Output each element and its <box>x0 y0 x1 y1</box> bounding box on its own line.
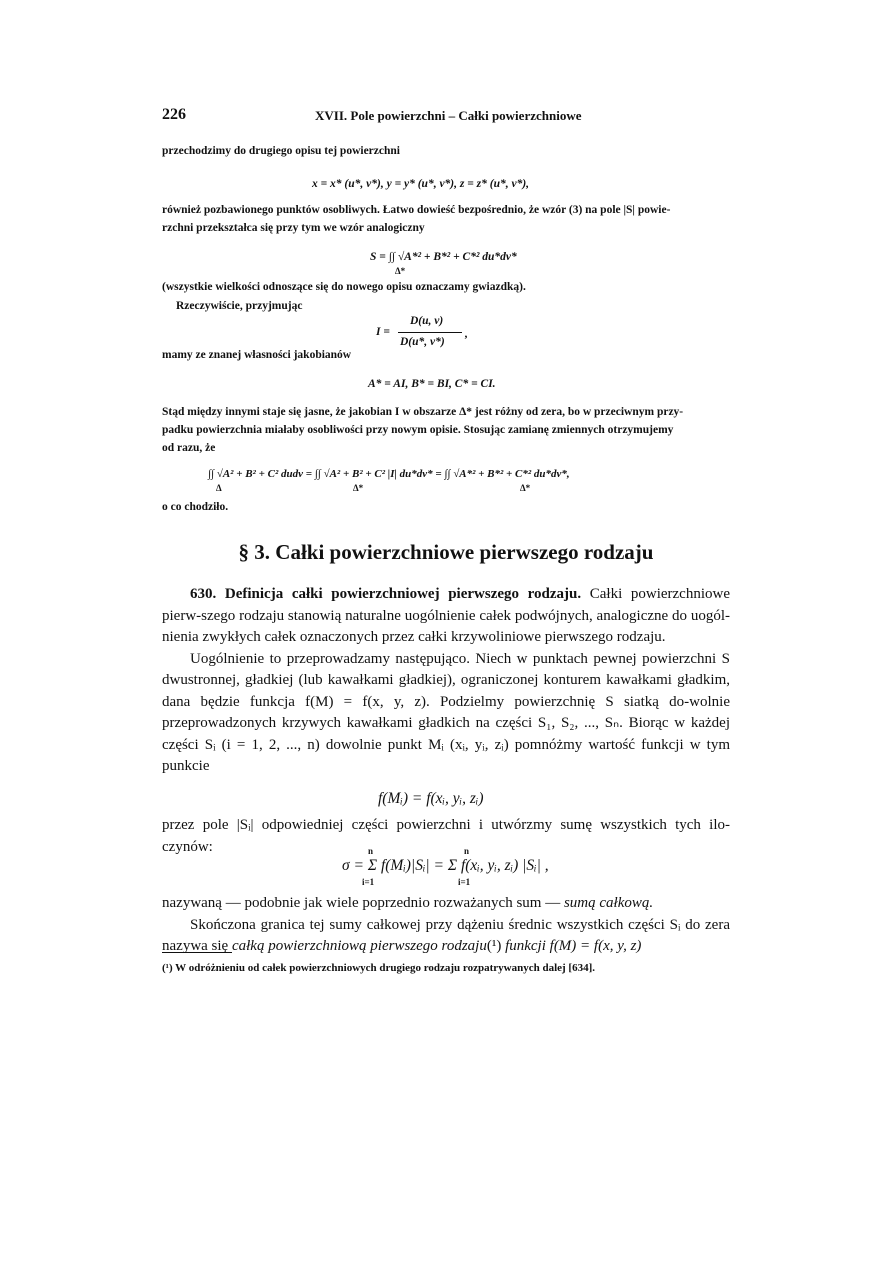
equation-jacobian-left: I = <box>376 326 390 338</box>
equation-area-star-domain: Δ* <box>395 266 406 276</box>
paragraph-conclusion-line3: od razu, że <box>162 442 216 454</box>
surface-integral-term: całką powierzchniową pierwszego rodzaju <box>231 938 487 954</box>
paragraph-jacobian-property: mamy ze znanej własności jakobianów <box>162 349 352 361</box>
paragraph-formula-line1: również pozbawionego punktów osobliwych. Łatwo dowieść bezpośrednio, że wzór (3) na pole |S| powie- <box>162 204 671 216</box>
footnote-marker: (¹) <box>486 938 502 954</box>
equation-domain-2: Δ* <box>353 483 364 493</box>
running-title: XVII. Pole powierzchni – Całki powierzchniowe <box>315 108 582 123</box>
paragraph-conclusion-line2: padku powierzchnia miałaby osobliwości przy nowym opisie. Stosując zamianę zmiennych otrzymujemy <box>162 424 674 436</box>
sum-lower-limit-2: i=1 <box>458 877 471 887</box>
equation-new-description: x = x* (u*, v*), y = y* (u*, v*), z = z* (u*, v*), <box>312 178 530 190</box>
generalization-paragraph: Uogólnienie to przeprowadzamy następująco. Niech w punktach pewnej powierzchni S dwustronnej, gładkiej (lub kawałkami gładkiej), ograniczonej konturem kawałkami gładkim, dana będzie funkcja f(M) = f(x, y, z). Podzielmy powierzchnię S siatką do-wolnie przeprowadzonych krzywych kawałkami gładkich na części S₁, S₂, ..., Sₙ. Biorąc w każdej części Sᵢ (i = 1, 2, ..., n) dowolnie punkt Mᵢ (xᵢ, yᵢ, zᵢ) pomnóżmy wartość funkcji w tym punkcie <box>162 650 730 774</box>
limit-text: Skończona granica tej sumy całkowej przy dążeniu średnic wszystkich części Sᵢ do zera nazywa się <box>162 916 730 954</box>
definition-text: Całki powierzchniowe pierw-szego rodzaju stanowią naturalne uogólnienie całek podwójnych, analogiczne do uogól-nienia zwykłych całek oznaczonych przez całki krzywoliniowe pierwszego rodzaju. <box>162 586 730 645</box>
equation-star-coefficients: A* = AI, B* = BI, C* = CI. <box>368 378 496 390</box>
paragraph-star-note: (wszystkie wielkości odnoszące się do nowego opisu oznaczamy gwiazdką). <box>162 281 526 293</box>
integral-sum-text: nazywaną — podobnie jak wiele poprzednio rozważanych sum — <box>162 895 564 911</box>
paragraph-formula-line2: rzchni przekształca się przy tym we wzór analogiczny <box>162 222 425 234</box>
equation-integral-sum: σ = Σ f(Mᵢ)|Sᵢ| = Σ f(xᵢ, yᵢ, zᵢ) |Sᵢ| , <box>342 857 549 874</box>
paragraph-conclusion-line1: Stąd między innymi staje się jasne, że jakobian I w obszarze Δ* jest różny od zera, bo w przeciwnym przy- <box>162 406 684 418</box>
sum-lower-limit-1: i=1 <box>362 877 375 887</box>
body-product-paragraph: przez pole |Sᵢ| odpowiedniej części powierzchni i utwórzmy sumę wszystkich tych ilo-czynów: <box>162 817 730 855</box>
sum-upper-limit-2: n <box>464 846 470 856</box>
body-definition <box>162 584 730 778</box>
sum-upper-limit-1: n <box>368 846 374 856</box>
equation-change-of-variables: ∫∫ √A² + B² + C² dudv = ∫∫ √A² + B² + C² |I| du*dv* = ∫∫ √A*² + B*² + C*² du*dv*, <box>208 468 570 480</box>
equation-jacobian-numerator: D(u, v) <box>410 315 444 327</box>
definition-heading: 630. Definicja całki powierzchniowej pierwszego rodzaju. <box>190 586 582 602</box>
equation-domain-1: Δ <box>216 483 222 493</box>
body-integral-sum-name <box>162 893 730 958</box>
footnote-divider <box>162 952 232 953</box>
page-number: 226 <box>162 106 186 123</box>
paragraph-taking: Rzeczywiście, przyjmując <box>176 300 303 312</box>
equation-domain-3: Δ* <box>520 483 531 493</box>
paragraph-qed: o co chodziło. <box>162 501 229 513</box>
equation-jacobian-comma: , <box>465 328 468 340</box>
equation-jacobian-denominator: D(u*, v*) <box>400 336 445 348</box>
function-notation: funkcji f(M) = f(x, y, z) <box>501 938 642 954</box>
equation-function-value: f(Mᵢ) = f(xᵢ, yᵢ, zᵢ) <box>378 790 484 807</box>
section-title: § 3. Całki powierzchniowe pierwszego rodzaju <box>238 540 654 564</box>
integral-sum-term: sumą całkową. <box>563 895 654 911</box>
equation-area-star: S = ∫∫ √A*² + B*² + C*² du*dv* <box>370 251 517 263</box>
footnote: (¹) W odróżnieniu od całek powierzchniowych drugiego rodzaju rozpatrywanych dalej [634]. <box>162 962 596 974</box>
paragraph-intro: przechodzimy do drugiego opisu tej powierzchni <box>162 145 400 157</box>
